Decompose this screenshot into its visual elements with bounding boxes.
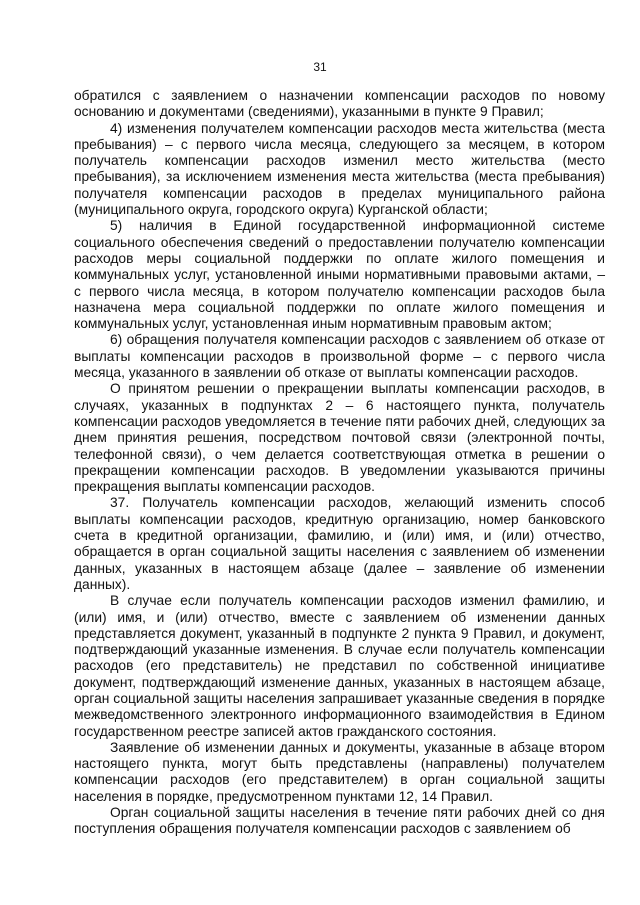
paragraph: 4) изменения получателем компенсации расходов места жительства (места пребывания) – с первого числа месяца, следующего за месяцем, в котором получатель компенсации расходов изменил место жительства (место пребывания), за исключением изменения места жительства (места пребывания) получателя компенсации расходов в пределах муниципального района (муниципального округа, городского округа) Курганской области;	[74, 120, 605, 218]
paragraph: Орган социальной защиты населения в течение пяти рабочих дней со дня поступления обращения получателя компенсации расходов с заявлением об	[74, 805, 605, 837]
paragraph: 37. Получатель компенсации расходов, желающий изменить способ выплаты компенсации расходов, кредитную организацию, номер банковского счета в кредитной организации, фамилию, и (или) имя, и (или) отчество, обращается в орган социальной защиты населения с заявлением об изменении данных, указанных в настоящем абзаце (далее – заявление об изменении данных).	[74, 495, 605, 592]
page-number: 31	[313, 60, 327, 74]
paragraph: Заявление об изменении данных и документы, указанные в абзаце втором настоящего пункта, могут быть представлены (направлены) получателем компенсации расходов (его представителем) в орган социальной защиты населения в порядке, предусмотренном пунктами 12, 14 Правил.	[74, 739, 605, 804]
paragraph: обратился с заявлением о назначении компенсации расходов по новому основанию и документами (сведениями), указанными в пункте 9 Правил;	[74, 88, 605, 120]
paragraph: 5) наличия в Единой государственной информационной системе социального обеспечения сведений о предоставлении получателю компенсации расходов меры социальной поддержки по оплате жилого помещения и коммунальных услуг, установленной иными нормативными правовыми актами, – с первого числа месяца, в котором получателю компенсации расходов была назначена мера социальной поддержки по оплате жилого помещения и коммунальных услуг, установленная иным нормативным правовым актом;	[74, 218, 605, 332]
paragraph: О принятом решении о прекращении выплаты компенсации расходов, в случаях, указанных в подпунктах 2 – 6 настоящего пункта, получатель компенсации расходов уведомляется в течение пяти рабочих дней, следующих за днем принятия решения, посредством почтовой связи (электронной почты, телефонной связи), о чем делается соответствующая отметка в решении о прекращении компенсации расходов. В уведомлении указываются причины прекращения выплаты компенсации расходов.	[74, 381, 605, 495]
document-body	[74, 88, 605, 838]
paragraph: В случае если получатель компенсации расходов изменил фамилию, и (или) имя, и (или) отчество, вместе с заявлением об изменении данных представляется документ, указанный в подпункте 2 пункта 9 Правил, и документ, подтверждающий указанные изменения. В случае если получатель компенсации расходов (его представитель) не представил по собственной инициативе документ, подтверждающий изменение данных, указанных в настоящем абзаце, орган социальной защиты населения запрашивает указанные сведения в порядке межведомственного электронного информационного взаимодействия в Едином государственном реестре записей актов гражданского состояния.	[74, 593, 605, 739]
paragraph: 6) обращения получателя компенсации расходов с заявлением об отказе от выплаты компенсации расходов в произвольной форме – с первого числа месяца, указанного в заявлении об отказе от выплаты компенсации расходов.	[74, 332, 605, 381]
